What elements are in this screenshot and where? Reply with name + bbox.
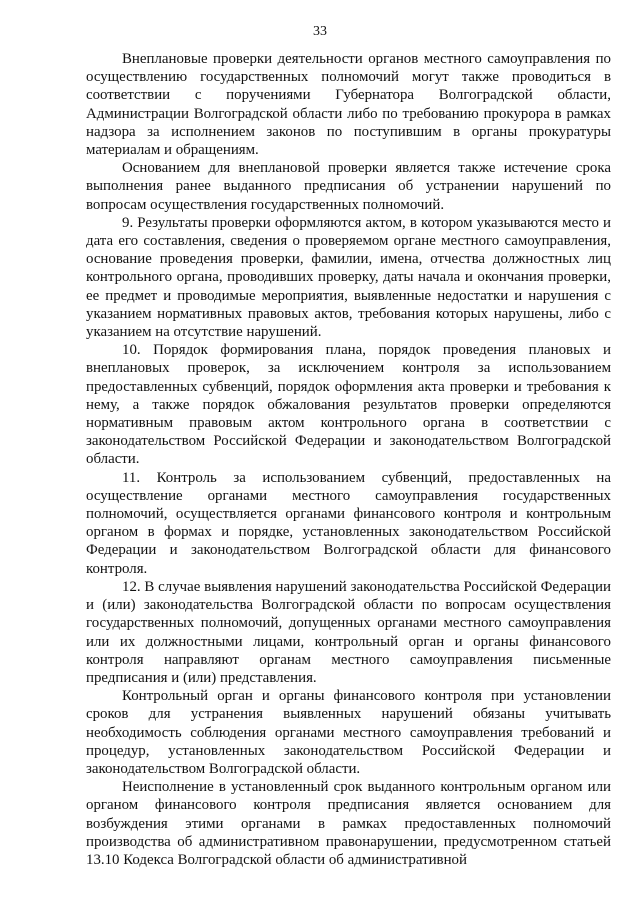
- paragraph-item-11: 11. Контроль за использованием субвенций, предоставленных на осуществление органами местного самоуправления государственных полномочий, осуществляется органами финансового контроля и контрольным органом в формах и порядке, установленных законодательством Российской Федерации и законодательством Волгоградской области для финансового контроля.: [86, 469, 611, 577]
- paragraph-deadlines: Контрольный орган и органы финансового контроля при установлении сроков для устранения выявленных нарушений обязаны учитывать необходимость соблюдения органами местного самоуправления требований и процедур, установленных законодательством Российской Федерации и законодательством Волгоградской области.: [86, 688, 611, 777]
- paragraph-item-12: 12. В случае выявления нарушений законодательства Российской Федерации и (или) законодательства Волгоградской области по вопросам осуществления государственных полномочий, допущенных органами местного самоуправления или их должностными лицами, контрольный орган и органы финансового контроля направляют органам местного самоуправления письменные предписания и (или) представления.: [86, 578, 611, 686]
- paragraph-unscheduled-inspections: Внеплановые проверки деятельности органов местного самоуправления по осуществлению государственных полномочий могут также проводиться в соответствии с поручениями Губернатора Волгоградской области, Администрации Волгоградской области либо по требованию прокурора в рамках надзора за исполнением законов по поступившим в органы прокуратуры материалам и обращениям.: [86, 51, 611, 159]
- paragraph-non-compliance: Неисполнение в установленный срок выданного контрольным органом или органом финансового контроля предписания является основанием для возбуждения этими органами в рамках предоставленных полномочий производства об административном правонарушении, предусмотренном статьей 13.10 Кодекса Волгоградской области об административной: [86, 779, 611, 868]
- page-number: 33: [313, 24, 327, 39]
- paragraph-item-10: 10. Порядок формирования плана, порядок проведения плановых и внеплановых проверок, за исключением контроля за использованием предоставленных субвенций, порядок оформления акта проверки и требования к нему, а также порядок обжалования результатов проверки определяются нормативным правовым актом контрольного органа в соответствии с законодательством Российской Федерации и законодательством Волгоградской области.: [86, 342, 611, 468]
- paragraph-inspection-grounds: Основанием для внеплановой проверки является также истечение срока выполнения ранее выданного предписания об устранении нарушений по вопросам осуществления государственных полномочий.: [86, 160, 611, 213]
- document-body: [86, 50, 611, 869]
- paragraph-item-9: 9. Результаты проверки оформляются актом, в котором указываются место и дата его составления, сведения о проверяемом органе местного самоуправления, основание проведения проверки, фамилии, имена, отчества должностных лиц контрольного органа, проводивших проверку, даты начала и окончания проверки, ее предмет и проводимые мероприятия, выявленные недостатки и нарушения с указанием нормативных правовых актов, требования которых нарушены, либо с указанием на отсутствие нарушений.: [86, 214, 611, 341]
